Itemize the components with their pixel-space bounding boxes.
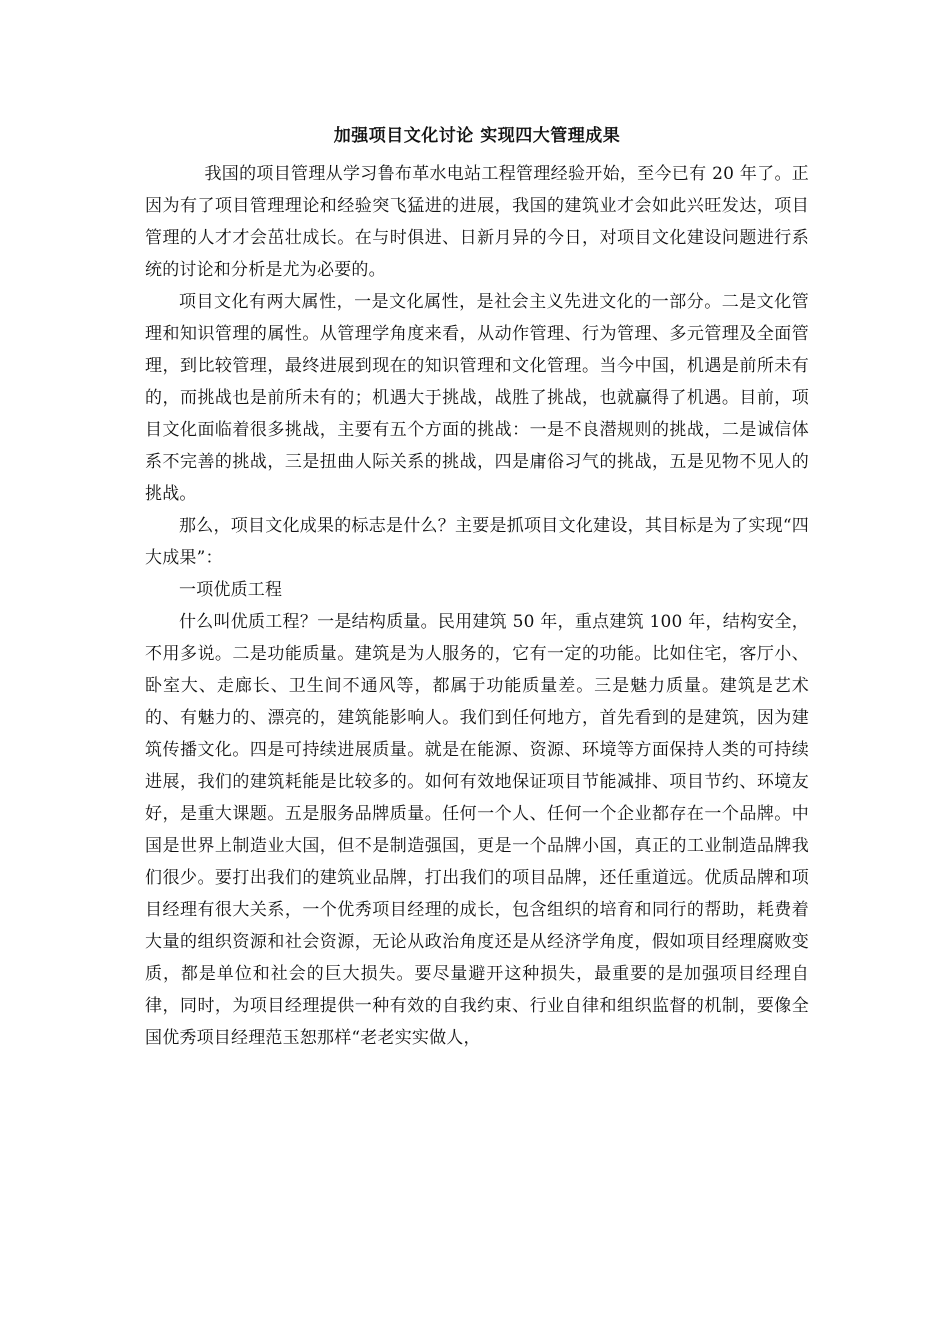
paragraph-four-results: 那么，项目文化成果的标志是什么？主要是抓项目文化建设，其目标是为了实现“四大成果”： (145, 516, 809, 568)
paragraph-quality-project: 什么叫优质工程？一是结构质量。民用建筑 50 年，重点建筑 100 年，结构安全，不用多说。二是功能质量。建筑是为人服务的，它有一定的功能。比如住宅，客厅小、卧室大、走廊长、卫生间不通风等，都属于功能质量差。三是魅力质量。建筑是艺术的、有魅力的、漂亮的，建筑能影响人。我们到任何地方，首先看到的是建筑，因为建筑传播文化。四是可持续进展质量。就是在能源、资源、环境等方面保持人类的可持续进展，我们的建筑耗能是比较多的。如何有效地保证项目节能减排、项目节约、环境友好，是重大课题。五是服务品牌质量。任何一个人、任何一个企业都存在一个品牌。中国是世界上制造业大国，但不是制造强国，更是一个品牌小国，真正的工业制造品牌我们很少。要打出我们的建筑业品牌，打出我们的项目品牌，还任重道远。优质品牌和项目经理有很大关系，一个优秀项目经理的成长，包含组织的培育和同行的帮助，耗费着大量的组织资源和社会资源，无论从政治角度还是从经济学角度，假如项目经理腐败变质，都是单位和社会的巨大损失。要尽量避开这种损失，最重要的是加强项目经理自律，同时，为项目经理提供一种有效的自我约束、行业自律和组织监督的机制，要像全国优秀项目经理范玉恕那样“老老实实做人， (145, 612, 809, 1048)
document-title: 加强项目文化讨论 实现四大管理成果 (333, 126, 621, 146)
section-heading-quality-project: 一项优质工程 (179, 580, 283, 600)
paragraph-attributes: 项目文化有两大属性，一是文化属性，是社会主义先进文化的一部分。二是文化管理和知识管理的属性。从管理学角度来看，从动作管理、行为管理、多元管理及全面管理，到比较管理，最终进展到现在的知识管理和文化管理。当今中国，机遇是前所未有的，而挑战也是前所未有的；机遇大于挑战，战胜了挑战，也就赢得了机遇。目前，项目文化面临着很多挑战，主要有五个方面的挑战：一是不良潜规则的挑战，二是诚信体系不完善的挑战，三是扭曲人际关系的挑战，四是庸俗习气的挑战，五是见物不见人的挑战。 (145, 292, 809, 504)
paragraph-intro: 我国的项目管理从学习鲁布革水电站工程管理经验开始，至今已有 20 年了。正因为有了项目管理理论和经验突飞猛进的进展，我国的建筑业才会如此兴旺发达，项目管理的人才才会茁壮成长。在与时俱进、日新月异的今日，对项目文化建设问题进行系统的讨论和分析是尤为必要的。 (145, 164, 809, 280)
document-body (145, 124, 809, 1054)
